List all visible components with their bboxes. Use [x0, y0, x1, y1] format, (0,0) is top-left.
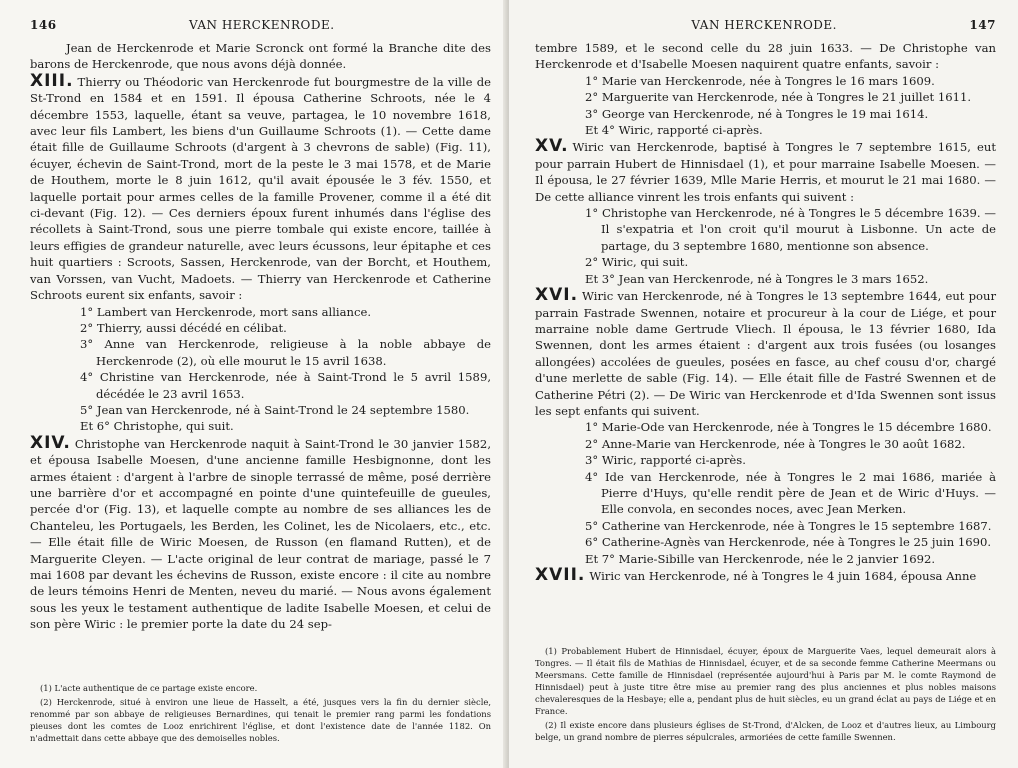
list-item: 1° Lambert van Herckenrode, mort sans alliance. — [80, 304, 372, 319]
list-item: Et 4° Wiric, rapporté ci-après. — [585, 123, 763, 138]
section-text: Wiric van Herckenrode, né à Tongres le 13 septembre 1644, eut pour parrain Fastrade Swennen, notaire et procureur à la cour de Liége, et pour marraine noble dame Gertrude Vliech. Il épousa, le 13 février 1680, Ida Swennen, dont les armes étaient : d'argent aux trois fusées (ou losanges allongées) accolées de gueules, posées en fasce, au chef cousu d'or, chargé d'une merlette de sable (Fig. 14). — Elle était fille de Fastré Swennen et de Catherine Pétri (2). — De Wiric van Herckenrode et d'Ida Swennen sont issus les sept enfants qui suivent. — [535, 289, 996, 418]
list-item: 3° Anne van Herckenrode, religieuse à la noble abbaye de Herckenrode (2), où elle mourut le 15 avril 1638. — [80, 337, 491, 368]
footnotes — [30, 682, 491, 746]
right-page-body — [535, 40, 996, 584]
section-number: XIV. — [30, 432, 71, 453]
section-number: XVII. — [535, 565, 586, 585]
section-number: XIII. — [30, 70, 74, 91]
footnote: (1) L'acte authentique de ce partage existe encore. — [40, 683, 258, 693]
list-item: 1° Christophe van Herckenrode, né à Tongres le 5 décembre 1639. — Il s'expatria et l'on croit qu'il mourut à Lisbonne. Un acte de partage, du 3 septembre 1680, mentionne son absence. — [585, 206, 996, 253]
section-xvii — [535, 567, 996, 584]
right-page — [509, 0, 1018, 768]
list-item: 1° Marie van Herckenrode, née à Tongres le 16 mars 1609. — [585, 73, 935, 88]
list-item: 2° Marguerite van Herckenrode, née à Tongres le 21 juillet 1611. — [585, 90, 972, 105]
footnotes — [535, 645, 996, 745]
page-number: 147 — [969, 18, 996, 32]
list-item: 3° George van Herckenrode, né à Tongres le 19 mai 1614. — [585, 106, 929, 121]
list-item: 6° Catherine-Agnès van Herckenrode, née à Tongres le 25 juin 1690. — [585, 535, 992, 550]
section-xiv — [30, 432, 491, 633]
section-text: Wiric van Herckenrode, né à Tongres le 4 juin 1684, épousa Anne — [589, 569, 977, 583]
section-number: XV. — [535, 136, 569, 157]
section-text: Thierry ou Théodoric van Herckenrode fut bourgmestre de la ville de St-Trond en 1584 et en 1591. Il épousa Catherine Schroots, née le 4 décembre 1553, laquelle, étant sa veuve, partagea, le 10 novembre 1618, avec leur fils Lambert, les biens d'un Guillaume Schroots (1). — Cette dame était fille de Guillaume Schroots (d'argent à 3 chevrons de sable) (Fig. 11), écuyer, échevin de Saint-Trond, mort de la peste le 3 mai 1578, et de Marie de Houthem, morte le 8 juin 1612, qu'il avait épousée le 3 fév. 1550, et laquelle portait pour armes celles de la famille Provener, comme il a été dit ci-devant (Fig. 12). — Ces derniers époux furent inhumés dans l'église des récollets à Saint-Trond, sous une pierre tombale qui existe encore, taillée à leurs effigies de grandeur naturelle, avec leurs écussons, leur épitaphe et ces huit quartiers : Scroots, Sassen, Herckenrode, van der Borcht, et Houthem, van Vorssen, van Vucht, Madoets. — Thierry van Herckenrode et Catherine Schroots eurent six enfants, savoir : — [30, 74, 491, 303]
list-item: Et 7° Marie-Sibille van Herckenrode, née le 2 janvier 1692. — [585, 551, 936, 566]
left-page-header — [30, 18, 491, 40]
running-head: VAN HERCKENRODE. — [691, 18, 837, 32]
list-item: 2° Anne-Marie van Herckenrode, née à Tongres le 30 août 1682. — [585, 436, 966, 451]
footnote: (1) Probablement Hubert de Hinnisdael, écuyer, époux de Marguerite Vaes, lequel demeurait alors à Tongres. — Il était fils de Mathias de Hinnisdael, écuyer, et de sa seconde femme Catherine Meermans ou Meersmans. Cette famille de Hinnisdael (représentée aujourd'hui à Paris par M. le comte Raymond de Hinnisdael) peut à juste titre être mise au premier rang des plus anciennes et plus nobles maisons chevaleresques de la Hesbaye; elle a, pendant plus de huit siècles, eu un grand éclat au pays de Liége et en France. — [535, 646, 996, 716]
section-text: Christophe van Herckenrode naquit à Saint-Trond le 30 janvier 1582, et épousa Isabelle Moesen, d'une ancienne famille Hesbignonne, dont les armes étaient : d'argent à l'arbre de sinople terrassé de même, posé derrière une barrière d'or et accompagné en pointe d'une quintefeuille de gueules, percée d'or (Fig. 13), et laquelle compte au nombre de ses alliances les de Chanteleu, les Portugaels, les Berden, les Colinet, les de Nicolaers, etc., etc. — Elle était fille de Wiric Moesen, de Russon (en flamand Rutten), et de Marguerite Cleyen. — L'acte original de leur contrat de mariage, passé le 7 mai 1608 par devant les échevins de Russon, existe encore : il cite au nombre de leurs témoins Henri de Menten, neveu du marié. — Nous avons également sous les yeux le testament authentique de ladite Isabelle Moesen, et celui de son père Wiric : le premier porte la date du 24 sep- — [30, 436, 491, 632]
opening-paragraph: Jean de Herckenrode et Marie Scronck ont formé la Branche dite des barons de Herckenrode, que nous avons déjà donnée. — [30, 41, 491, 72]
list-item: 1° Marie-Ode van Herckenrode, née à Tongres le 15 décembre 1680. — [585, 420, 992, 435]
list-item: 5° Catherine van Herckenrode, née à Tongres le 15 septembre 1687. — [585, 518, 992, 533]
list-item: 4° Ide van Herckenrode, née à Tongres le 2 mai 1686, mariée à Pierre d'Huys, qu'elle rendit père de Jean et de Wiric d'Huys. — Elle convola, en secondes noces, avec Jean Merken. — [585, 469, 996, 517]
left-page-body — [30, 40, 491, 633]
footnote: (2) Il existe encore dans plusieurs églises de St-Trond, d'Alcken, de Looz et d'autres lieux, au Limbourg belge, un grand nombre de pierres sépulcrales, armoriées de cette famille Swennen. — [535, 720, 996, 742]
list-item: 2° Wiric, qui suit. — [585, 255, 689, 270]
footnote: (2) Herckenrode, situé à environ une lieue de Hasselt, a été, jusques vers la fin du dernier siècle, renommé par son abbaye de religieuses Bernardines, qui tenait le premier rang parmi les fondations pieuses dont les comtes de Looz enrichirent l'église, et dont l'existence date de l'année 1182. On n'admettait dans cette abbaye que des demoiselles nobles. — [30, 697, 491, 743]
section-xv — [535, 138, 996, 205]
list-item: 2° Thierry, aussi décédé en célibat. — [80, 320, 287, 335]
continuation-paragraph: tembre 1589, et le second celle du 28 juin 1633. — De Christophe van Herckenrode et d'Isabelle Moesen naquirent quatre enfants, savoir : — [535, 41, 996, 72]
section-xiii — [30, 70, 491, 304]
running-head: VAN HERCKENRODE. — [188, 18, 335, 32]
list-item: 5° Jean van Herckenrode, né à Saint-Trond le 24 septembre 1580. — [80, 402, 470, 417]
list-item: 4° Christine van Herckenrode, née à Saint-Trond le 5 avril 1589, décédée le 23 avril 1653. — [80, 370, 491, 401]
list-item: Et 6° Christophe, qui suit. — [80, 419, 234, 434]
list-item: Et 3° Jean van Herckenrode, né à Tongres le 3 mars 1652. — [585, 271, 929, 286]
list-item: 3° Wiric, rapporté ci-après. — [585, 453, 746, 468]
section-text: Wiric van Herckenrode, baptisé à Tongres le 7 septembre 1615, eut pour parrain Hubert de Hinnisdael (1), et pour marraine Isabelle Moesen. — Il épousa, le 27 février 1639, Mlle Marie Herris, et mourut le 21 mai 1680. — De cette alliance vinrent les trois enfants qui suivent : — [535, 140, 996, 204]
section-number: XVI. — [535, 285, 579, 306]
page-number: 146 — [30, 18, 57, 32]
section-xvi — [535, 287, 996, 419]
right-page-header — [535, 18, 996, 40]
